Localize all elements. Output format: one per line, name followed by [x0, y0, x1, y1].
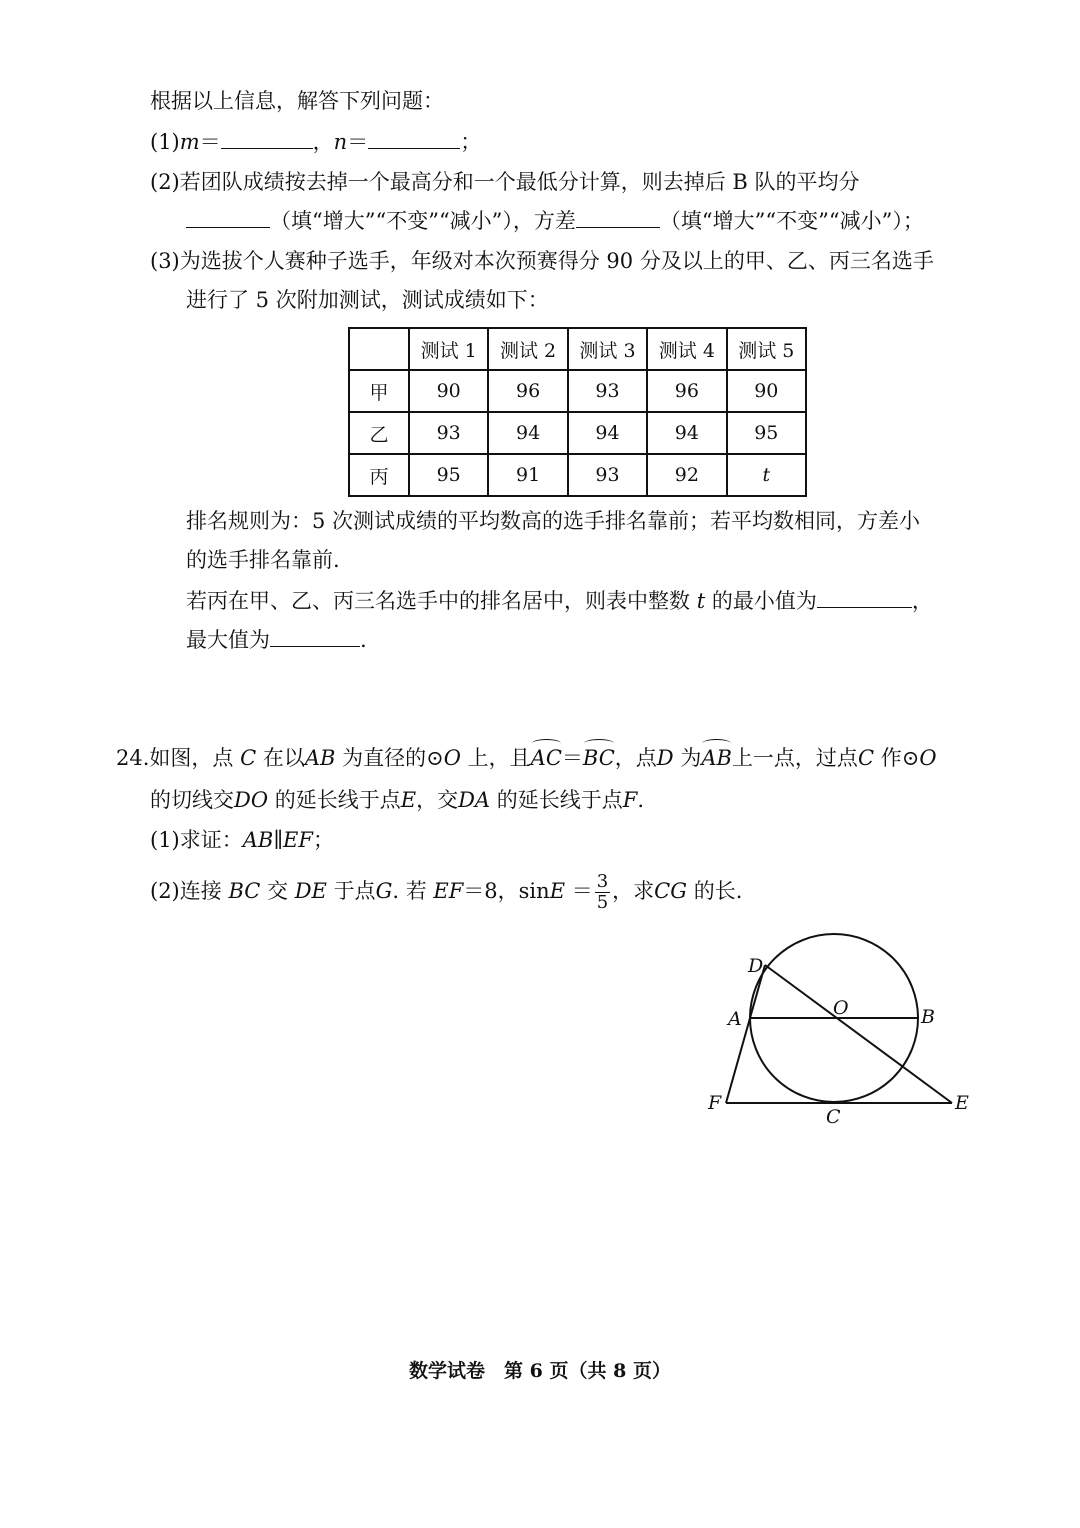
point-label: E — [549, 879, 566, 903]
point-label: O — [919, 746, 937, 770]
q24-text: 在以 — [262, 746, 305, 770]
q24-part2 — [150, 872, 742, 913]
var-m: m — [179, 130, 200, 154]
table-row — [349, 370, 806, 412]
table-corner-cell — [349, 328, 409, 370]
q24-text: 于点 — [333, 879, 376, 903]
table-cell: 90 — [409, 370, 488, 412]
separator: ， — [312, 130, 334, 154]
header-cell: 测试 2 — [488, 328, 567, 370]
rule-text: 排名规则为：5 次测试成绩的平均数高的选手排名靠前；若平均数相同，方差小 — [186, 509, 921, 533]
condition-end: ， — [911, 589, 933, 613]
segment-label: CG — [654, 879, 688, 903]
intro-line — [150, 86, 444, 116]
fraction-denominator: 5 — [596, 892, 609, 913]
table-cell: t — [727, 454, 806, 496]
fraction-numerator: 3 — [596, 871, 609, 892]
q24-text: ＝8，sin — [463, 879, 550, 903]
header-cell: 测试 5 — [727, 328, 806, 370]
answer-blank-variance[interactable] — [576, 205, 660, 228]
segment-label: AB — [304, 746, 336, 770]
label-f: F — [708, 1092, 722, 1114]
q23-part1 — [150, 126, 481, 157]
label-a: A — [728, 1008, 742, 1030]
segment-label: DA — [458, 788, 491, 812]
q24-text: . 若 — [392, 879, 427, 903]
q24-text: 上，且 — [467, 746, 531, 770]
q24-text: ＝ — [571, 879, 593, 903]
q23-part3-line2 — [186, 285, 549, 315]
point-label: G — [375, 879, 393, 903]
rule-text-2: 的选手排名靠前. — [186, 548, 340, 572]
var-t: t — [696, 589, 706, 613]
intro-text: 根据以上信息，解答下列问题： — [150, 89, 444, 113]
table-cell: 90 — [727, 370, 806, 412]
q24-text: 的切线交 — [150, 788, 234, 812]
table-cell: 92 — [647, 454, 726, 496]
table-header-row — [349, 328, 806, 370]
rule-line2 — [186, 545, 340, 575]
part2-hint-a: （填“增大”“不变”“减小”），方差 — [270, 209, 576, 233]
part2-text: (2)若团队成绩按去掉一个最高分和一个最低分计算，则去掉后 B 队的平均分 — [150, 170, 860, 194]
row-label: 乙 — [349, 412, 409, 454]
table-cell: 93 — [409, 412, 488, 454]
answer-blank-average[interactable] — [186, 205, 270, 228]
segment-label: BC — [228, 879, 261, 903]
point-label: O — [443, 746, 461, 770]
condition-line2 — [186, 624, 367, 655]
var-n: n — [333, 130, 348, 154]
segment-label: EF — [433, 879, 464, 903]
score-table — [348, 327, 807, 497]
table-row — [349, 454, 806, 496]
q24-text: 交 — [267, 879, 289, 903]
rule-line1 — [186, 506, 920, 536]
q24-text: (2)连接 — [150, 879, 222, 903]
q23-part2-line1 — [150, 167, 860, 197]
label-o: O — [833, 997, 849, 1019]
geometry-figure — [700, 925, 990, 1135]
table-cell: 94 — [568, 412, 647, 454]
point-label: C — [240, 746, 257, 770]
q24-text: 的延长线于点 — [274, 788, 401, 812]
label-c: C — [826, 1106, 841, 1128]
label-d: D — [748, 955, 764, 977]
q24-part1 — [150, 825, 334, 855]
line-de — [765, 965, 952, 1103]
table-cell: 95 — [409, 454, 488, 496]
table-cell: 94 — [647, 412, 726, 454]
table-cell: 93 — [568, 370, 647, 412]
segment-label: DO — [234, 788, 269, 812]
eq-sign: ＝ — [199, 130, 221, 154]
row-label: 甲 — [349, 370, 409, 412]
condition-end-2: . — [360, 628, 367, 652]
header-cell: 测试 4 — [647, 328, 726, 370]
table-cell: 94 — [488, 412, 567, 454]
table-cell: 96 — [488, 370, 567, 412]
line-df — [726, 965, 765, 1103]
part1-end: ； — [460, 130, 482, 154]
segment-label: DE — [294, 879, 327, 903]
q24-text: ； — [312, 828, 334, 852]
arc-label: AC — [531, 743, 562, 773]
page-footer: 数学试卷 第 6 页（共 8 页） — [409, 1360, 671, 1382]
table-cell: 95 — [727, 412, 806, 454]
arc-label: AB — [701, 743, 732, 773]
label-e: E — [955, 1092, 969, 1114]
answer-blank-n[interactable] — [368, 126, 460, 149]
condition-text-2: 最大值为 — [186, 628, 270, 652]
fraction — [595, 872, 610, 913]
condition-text: 若丙在甲、乙、丙三名选手中的排名居中，则表中整数 — [186, 589, 690, 613]
q24-text: 的长. — [693, 879, 743, 903]
header-cell: 测试 1 — [409, 328, 488, 370]
condition-text-b: 的最小值为 — [711, 589, 817, 613]
eq-sign: ＝ — [347, 130, 369, 154]
table-row — [349, 412, 806, 454]
table-cell: 91 — [488, 454, 567, 496]
q24-text: ，点 — [614, 746, 657, 770]
answer-blank-m[interactable] — [221, 126, 313, 149]
q24-text: 作⊙ — [880, 746, 920, 770]
point-label: D — [656, 746, 674, 770]
part1-prefix: (1) — [150, 130, 180, 154]
q24-text: 为 — [680, 746, 702, 770]
question-number: 24. — [116, 746, 150, 770]
answer-blank-max[interactable] — [270, 624, 360, 647]
q24-text: ＝ — [561, 746, 583, 770]
q23-part2-line2 — [186, 205, 924, 236]
q23-part3-line1 — [150, 246, 934, 276]
condition-line1 — [186, 585, 933, 616]
table-cell: 96 — [647, 370, 726, 412]
point-label: C — [857, 746, 875, 770]
q24-text: (1)求证： — [150, 828, 243, 852]
answer-blank-min[interactable] — [817, 585, 912, 608]
point-label: E — [400, 788, 417, 812]
table-cell: 93 — [568, 454, 647, 496]
q24-text: 如图，点 — [149, 746, 234, 770]
q24-text: 上一点，过点 — [731, 746, 858, 770]
math-expression: AB∥EF — [242, 828, 313, 852]
q24-text: 的延长线于点 — [496, 788, 623, 812]
point-label: F — [622, 788, 638, 812]
part2-hint-b: （填“增大”“不变”“减小”）； — [659, 209, 924, 233]
q24-text: 为直径的⊙ — [342, 746, 444, 770]
label-b: B — [921, 1006, 935, 1028]
part3-text-2: 进行了 5 次附加测试，测试成绩如下： — [186, 288, 549, 312]
q24-text: . — [637, 788, 645, 812]
q24-line2 — [150, 785, 644, 815]
part3-text: (3)为选拔个人赛种子选手，年级对本次预赛得分 90 分及以上的甲、乙、丙三名选手 — [150, 249, 934, 273]
header-cell: 测试 3 — [568, 328, 647, 370]
q24-text: ，求 — [612, 879, 655, 903]
arc-label: BC — [583, 743, 615, 773]
q24-line1 — [116, 743, 937, 773]
row-label: 丙 — [349, 454, 409, 496]
q24-text: ，交 — [416, 788, 459, 812]
